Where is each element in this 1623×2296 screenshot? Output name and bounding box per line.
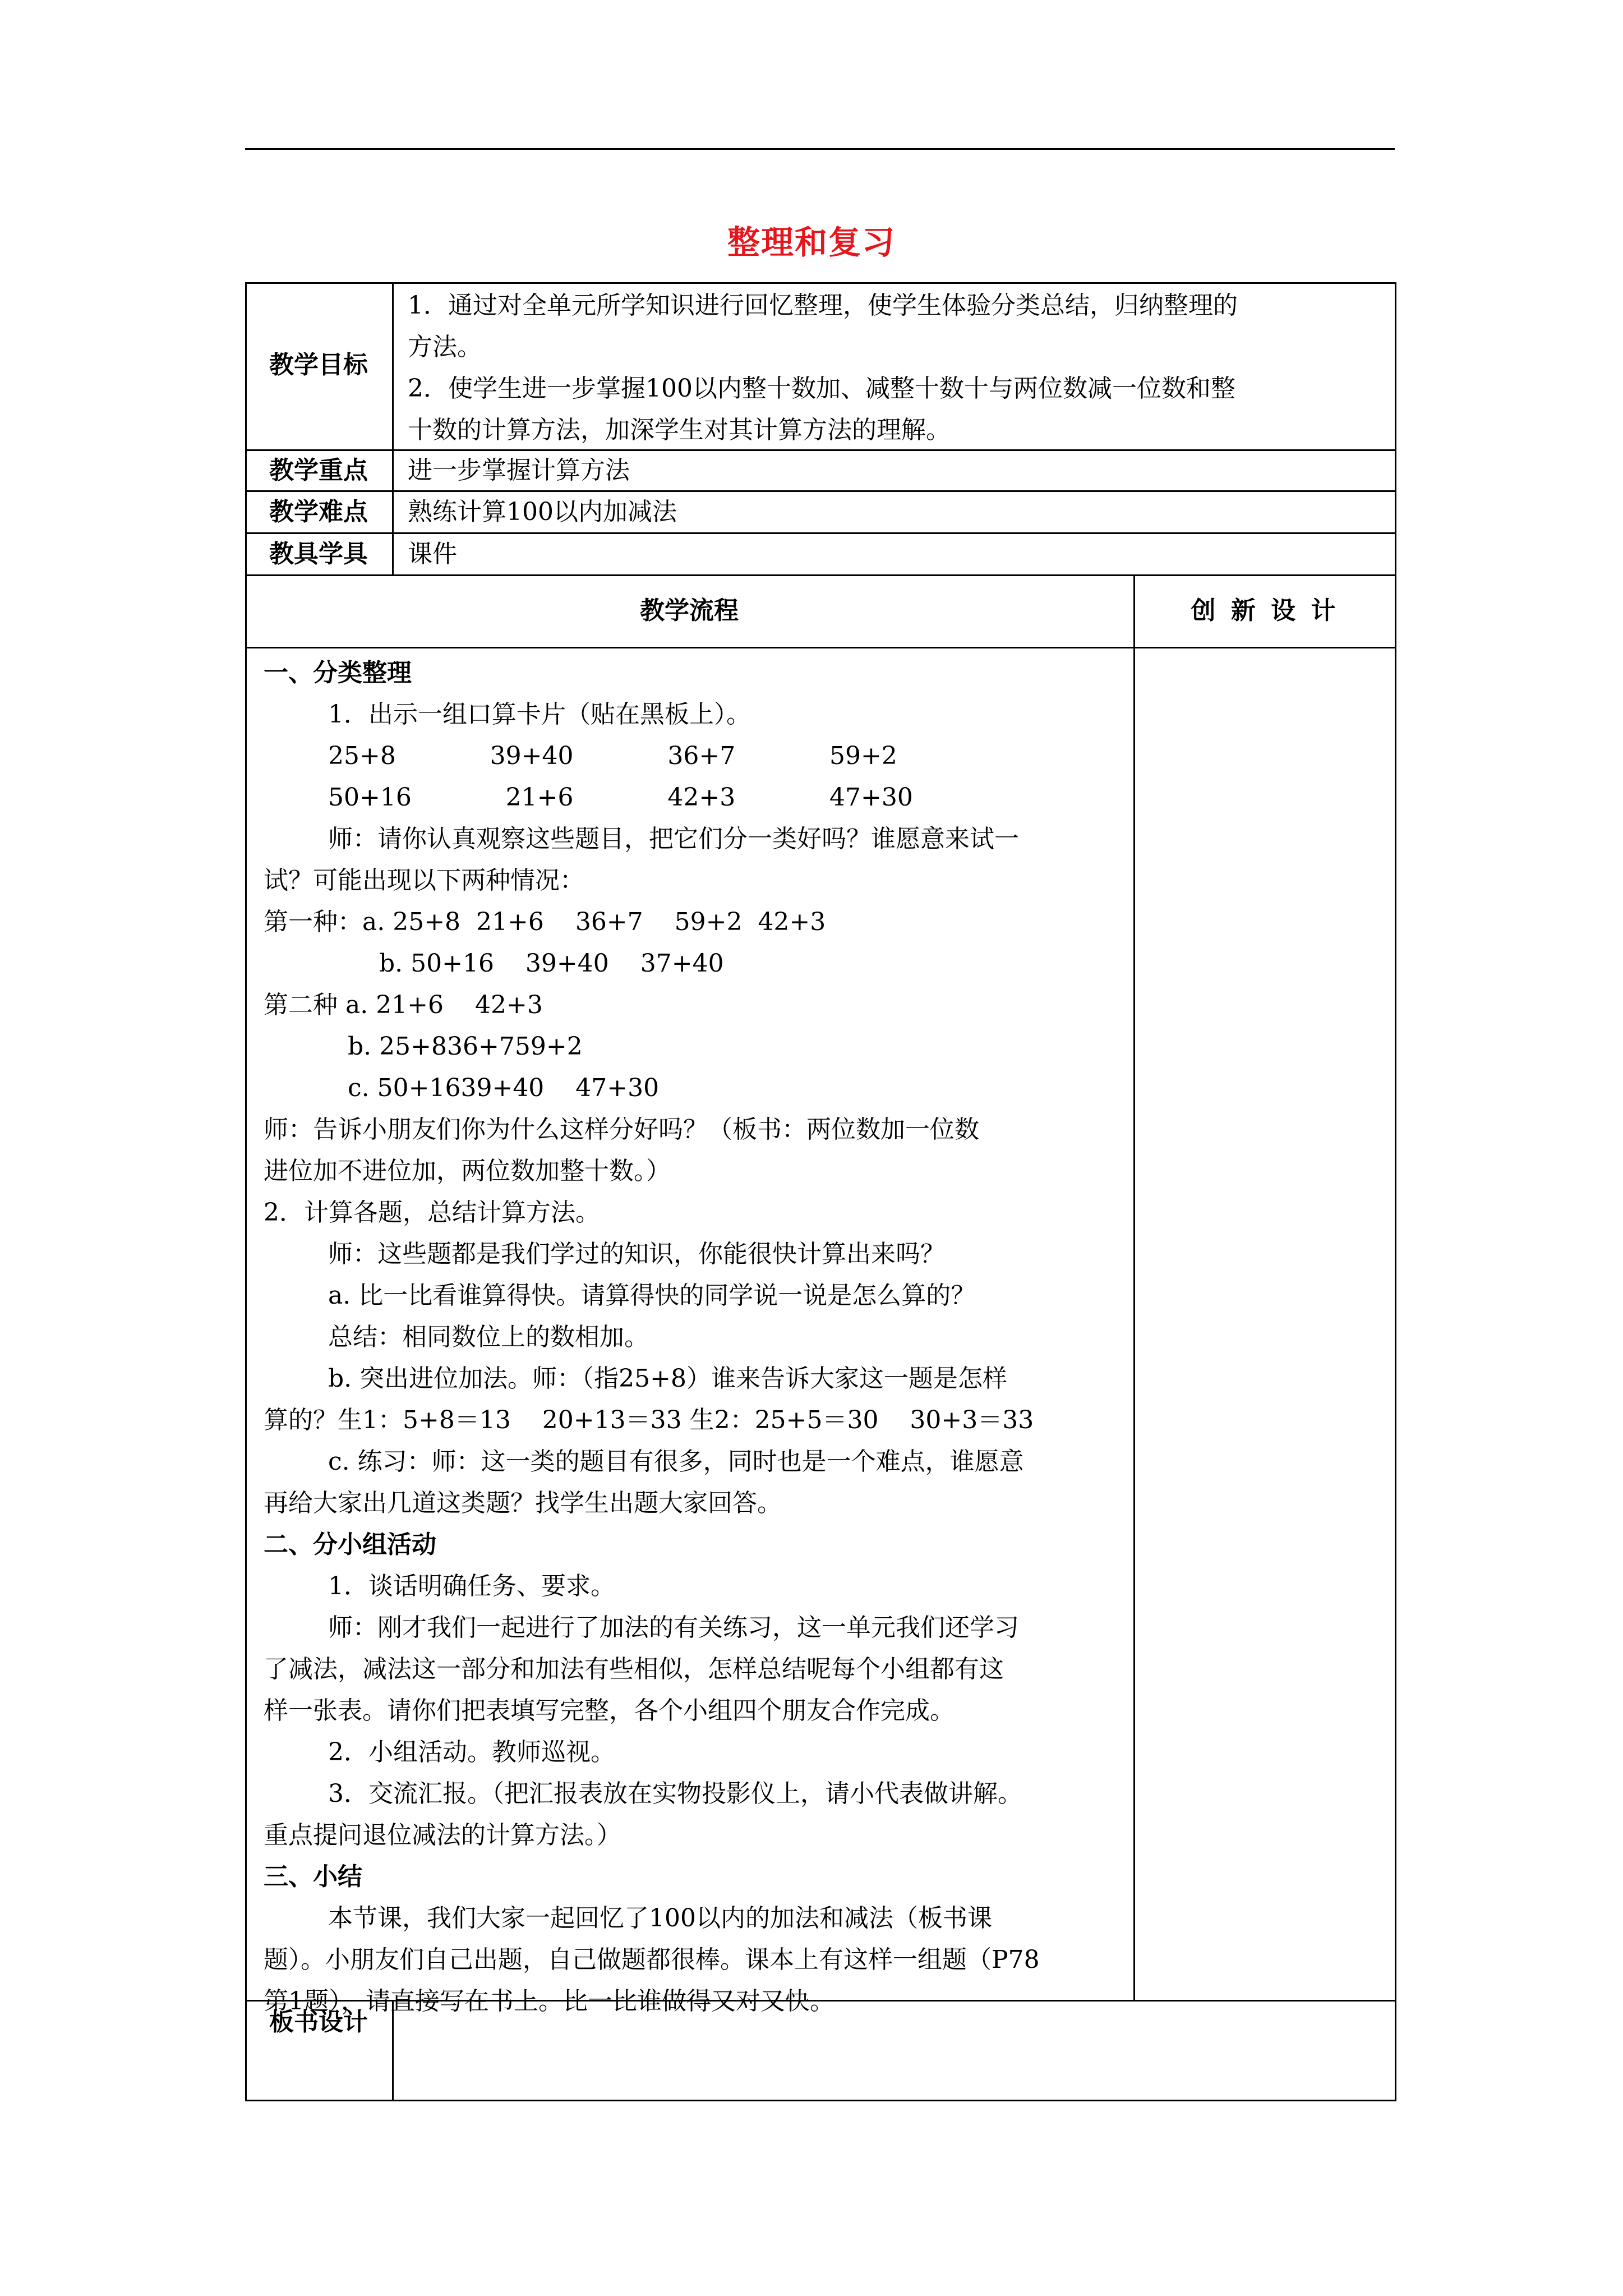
- section-heading: 三、小结: [264, 1862, 362, 1891]
- objectives-label: 教学目标: [269, 351, 368, 379]
- key-points-label: 教学重点: [269, 456, 368, 485]
- flow-line: 2．计算各题，总结计算方法。: [264, 1198, 600, 1227]
- flow-line: 算的？生1：5+8＝13 20+13＝33 生2：25+5＝30 30+3＝33: [264, 1406, 1034, 1434]
- objectives-line: 1．通过对全单元所学知识进行回忆整理，使学生体验分类总结，归纳整理的: [408, 291, 1238, 320]
- flow-line: c. 练习：师：这一类的题目有很多，同时也是一个难点，谁愿意: [328, 1447, 1024, 1476]
- flow-line: 1．谈话明确任务、要求。: [328, 1572, 615, 1600]
- flow-line: 师：刚才我们一起进行了加法的有关练习，这一单元我们还学习: [328, 1613, 1019, 1642]
- flow-line: 样一张表。请你们把表填写完整，各个小组四个朋友合作完成。: [264, 1696, 955, 1725]
- header-rule: [245, 148, 1395, 150]
- page-title: 整理和复习: [727, 223, 896, 261]
- flow-line: 总结：相同数位上的数相加。: [328, 1323, 649, 1351]
- aids-value: 课件: [408, 540, 457, 568]
- flow-line: 题）。小朋友们自己出题，自己做题都很棒。课本上有这样一组题（P78: [264, 1945, 1040, 1974]
- flow-line: 重点提问退位减法的计算方法。）: [264, 1821, 621, 1849]
- flow-line: 50+16 21+6 42+3 47+30: [328, 783, 913, 812]
- flow-line: 本节课，我们大家一起回忆了100以内的加法和减法（板书课: [328, 1904, 992, 1932]
- section-heading: 二、分小组活动: [264, 1530, 436, 1559]
- objectives-value: [394, 285, 1395, 451]
- objectives-line: 方法。: [408, 333, 482, 361]
- flow-line: 1．出示一组口算卡片（贴在黑板上）。: [328, 700, 751, 729]
- objectives-line: 2．使学生进一步掌握100以内整十数加、减整十数十与两位数减一位数和整: [408, 374, 1235, 403]
- flow-line: 2．小组活动。教师巡视。: [328, 1738, 615, 1766]
- difficulties-label: 教学难点: [269, 498, 368, 526]
- objectives-line: 十数的计算方法，加深学生对其计算方法的理解。: [408, 416, 951, 444]
- flow-line: 师：这些题都是我们学过的知识，你能很快计算出来吗？: [328, 1240, 945, 1268]
- flow-line: 试？可能出现以下两种情况：: [264, 866, 584, 895]
- flow-line: 再给大家出几道这类题？找学生出题大家回答。: [264, 1489, 782, 1517]
- board-design-label: 板书设计: [269, 2008, 368, 2036]
- section-heading: 一、分类整理: [264, 659, 412, 687]
- innovation-column-divider: [1133, 574, 1135, 2000]
- difficulties-value: 熟练计算100以内加减法: [408, 498, 677, 526]
- flow-line: 进位加不进位加，两位数加整十数。）: [264, 1157, 671, 1185]
- flow-line: b. 50+16 39+40 37+40: [379, 949, 724, 978]
- flow-line: 第一种：a. 25+8 21+6 36+7 59+2 42+3: [264, 908, 826, 936]
- flow-header: 教学流程: [640, 596, 739, 625]
- flow-line: 师：请你认真观察这些题目，把它们分一类好吗？谁愿意来试一: [328, 825, 1019, 853]
- row-divider: [245, 647, 1396, 648]
- flow-line: 3．交流汇报。（把汇报表放在实物投影仪上，请小代表做讲解。: [328, 1779, 1022, 1808]
- flow-line: b. 25+836+759+2: [348, 1032, 583, 1061]
- flow-line: 25+8 39+40 36+7 59+2: [328, 742, 897, 770]
- aids-label: 教具学具: [269, 540, 368, 568]
- flow-line: 第二种 a. 21+6 42+3: [264, 991, 543, 1019]
- key-points-value: 进一步掌握计算方法: [408, 456, 630, 485]
- flow-line: c. 50+1639+40 47+30: [348, 1074, 660, 1102]
- flow-line: 师：告诉小朋友们你为什么这样分好吗？（板书：两位数加一位数: [264, 1115, 979, 1144]
- innovation-header: 创 新 设 计: [1191, 596, 1339, 625]
- flow-line: a. 比一比看谁算得快。请算得快的同学说一说是怎么算的？: [328, 1281, 976, 1310]
- flow-line: b. 突出进位加法。师：（指25+8）谁来告诉大家这一题是怎样: [328, 1364, 1007, 1393]
- flow-line: 第1题），请直接写在书上。比一比谁做得又对又快。: [264, 1987, 834, 2016]
- flow-line: 了减法，减法这一部分和加法有些相似，怎样总结呢每个小组都有这: [264, 1655, 1004, 1683]
